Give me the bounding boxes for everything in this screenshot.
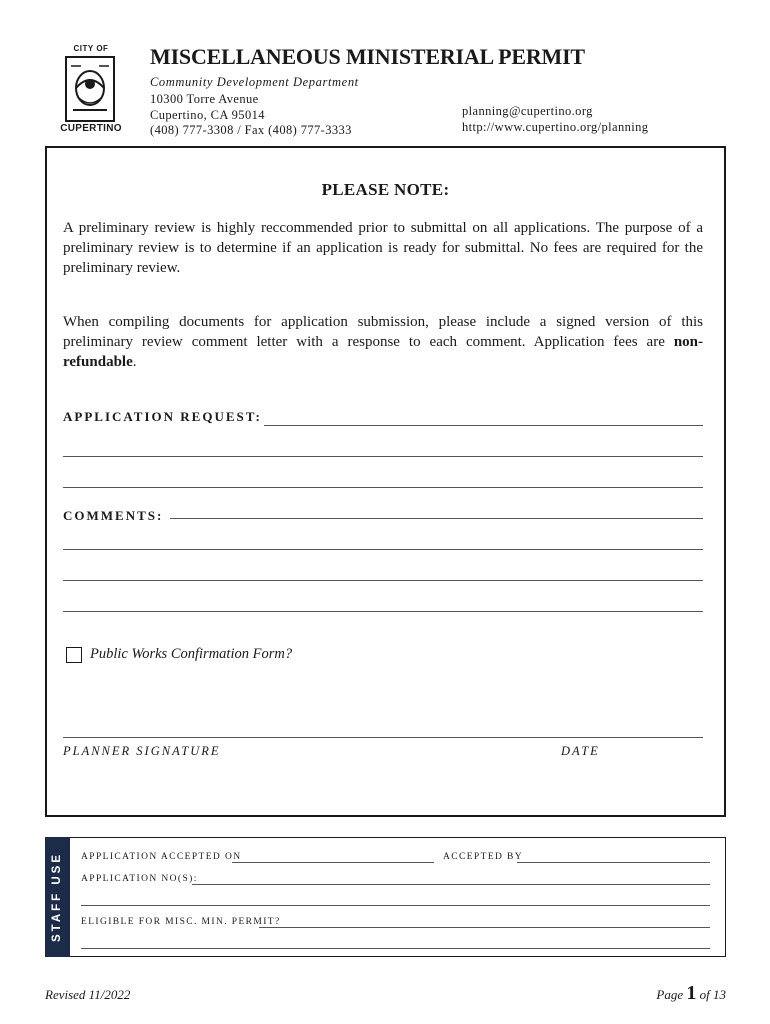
contact-block: [462, 104, 648, 135]
logo-city-text: CITY OF: [73, 44, 109, 53]
comments-line-1[interactable]: [170, 518, 703, 519]
notice-paragraph-2-end: .: [132, 354, 137, 370]
eligible-line-2[interactable]: [81, 948, 710, 949]
accepted-by-line[interactable]: [517, 862, 710, 863]
application-request-line-2[interactable]: [63, 456, 703, 457]
revised-date: Revised 11/2022: [45, 987, 131, 1002]
accepted-on-label: APPLICATION ACCEPTED ON: [81, 852, 242, 862]
department-name: Community Development Department: [150, 75, 359, 89]
logo-name-text: CUPERTINO: [60, 123, 122, 134]
date-label: DATE: [561, 744, 600, 758]
page-indicator: [560, 982, 726, 1005]
public-works-checkbox[interactable]: [66, 647, 82, 663]
planner-signature-label: PLANNER SIGNATURE: [63, 744, 221, 758]
application-nos-line-2[interactable]: [81, 905, 710, 906]
application-request-label: APPLICATION REQUEST:: [63, 409, 262, 424]
accepted-on-line[interactable]: [232, 862, 434, 863]
application-nos-label: APPLICATION NO(S):: [81, 874, 198, 884]
accepted-by-label: ACCEPTED BY: [443, 852, 524, 862]
public-works-label: Public Works Confirmation Form?: [90, 646, 293, 662]
address-block: [150, 92, 352, 139]
staff-use-label: STAFF USE: [51, 851, 63, 943]
comments-line-2[interactable]: [63, 549, 703, 550]
page-number: 1: [686, 982, 697, 1004]
notice-heading: PLEASE NOTE:: [321, 180, 450, 199]
city-seal-icon: [65, 56, 115, 122]
address-line-2: Cupertino, CA 95014: [150, 107, 265, 122]
page-word: Page: [656, 987, 684, 1002]
address-line-1: 10300 Torre Avenue: [150, 92, 259, 106]
page-title: MISCELLANEOUS MINISTERIAL PERMIT: [150, 44, 585, 69]
eligible-label: ELIGIBLE FOR MISC. MIN. PERMIT?: [81, 917, 281, 927]
comments-line-4[interactable]: [63, 611, 703, 612]
comments-line-3[interactable]: [63, 580, 703, 581]
website-link[interactable]: http://www.cupertino.org/planning: [462, 119, 649, 134]
city-logo: [52, 44, 130, 138]
signature-line[interactable]: [63, 737, 703, 738]
email-link[interactable]: planning@cupertino.org: [462, 104, 593, 118]
page-total: of 13: [699, 987, 726, 1002]
notice-paragraph-1: A preliminary review is highly reccommended prior to submittal on all applications. The purpose of a preliminary review is to determine if an application is ready for submittal. No fees are required for the preliminary review.: [63, 220, 703, 276]
comments-label: COMMENTS:: [63, 508, 164, 523]
phone-fax: (408) 777-3308 / Fax (408) 777-3333: [150, 123, 352, 138]
non-refundable-text: non-refundable: [63, 334, 703, 370]
application-nos-line-1[interactable]: [192, 884, 710, 885]
notice-paragraph-2: [63, 312, 703, 372]
application-request-line-3[interactable]: [63, 487, 703, 488]
application-request-line-1[interactable]: [264, 425, 703, 426]
eligible-line-1[interactable]: [259, 927, 710, 928]
notice-paragraph-2-text: When compiling documents for application submission, please include a signed version of this preliminary review comment letter with a response to each comment. Application fees are: [63, 314, 703, 350]
